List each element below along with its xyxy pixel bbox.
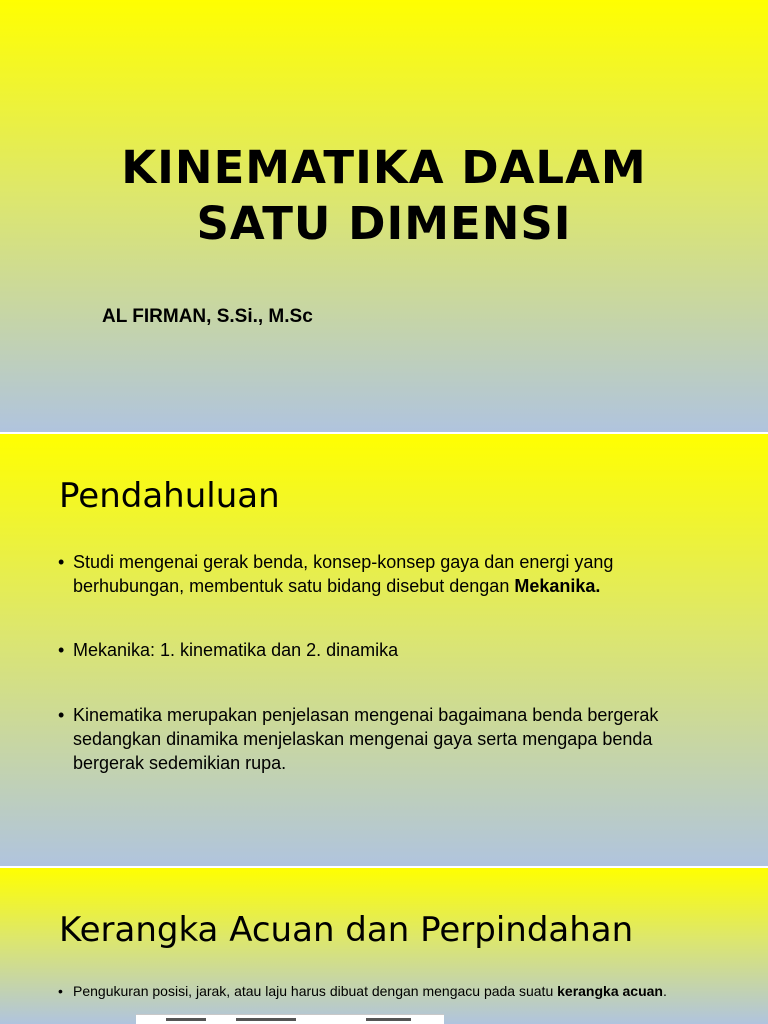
bullet-text: Mekanika: 1. kinematika dan 2. dinamika: [73, 640, 399, 660]
bullet-text: Studi mengenai gerak benda, konsep-konsep gaya dan energi yang berhubungan, membentuk satu bidang disebut dengan: [73, 552, 614, 596]
list-item: [58, 982, 718, 1000]
list-item: [58, 638, 708, 662]
bullet-icon: •: [58, 983, 63, 999]
figure-image: [136, 1014, 444, 1024]
slide-pendahuluan: [0, 434, 768, 866]
figure-mark: [236, 1018, 296, 1021]
bullet-text-end: .: [662, 983, 667, 999]
presentation-title: [40, 140, 728, 252]
figure-mark: [166, 1018, 206, 1021]
slide-kerangka-acuan: [0, 868, 768, 1024]
bullet-bold-text: kerangka acuan: [557, 983, 663, 999]
author-name: AL FIRMAN, S.Si., M.Sc: [102, 306, 313, 327]
title-line-1: KINEMATIKA DALAM: [121, 141, 647, 195]
title-line-2: SATU DIMENSI: [196, 197, 572, 251]
slide-heading: Kerangka Acuan dan Perpindahan: [59, 910, 634, 950]
bullet-icon: •: [58, 640, 65, 660]
bullet-text: Kinematika merupakan penjelasan mengenai bagaimana benda bergerak sedangkan dinamika menjelaskan mengenai gaya serta mengapa benda bergerak sedemikian rupa.: [73, 705, 659, 773]
bullet-list: [58, 550, 708, 815]
list-item: [58, 703, 708, 775]
list-item: [58, 550, 708, 598]
bullet-icon: •: [58, 552, 65, 572]
bullet-list: [58, 982, 718, 1000]
bullet-icon: •: [58, 705, 65, 725]
slide-heading: Pendahuluan: [59, 476, 280, 516]
figure-mark: [366, 1018, 411, 1021]
bullet-text: Pengukuran posisi, jarak, atau laju harus dibuat dengan mengacu pada suatu: [73, 983, 558, 999]
bullet-bold-text: Mekanika.: [514, 576, 601, 596]
slide-title: [0, 0, 768, 432]
